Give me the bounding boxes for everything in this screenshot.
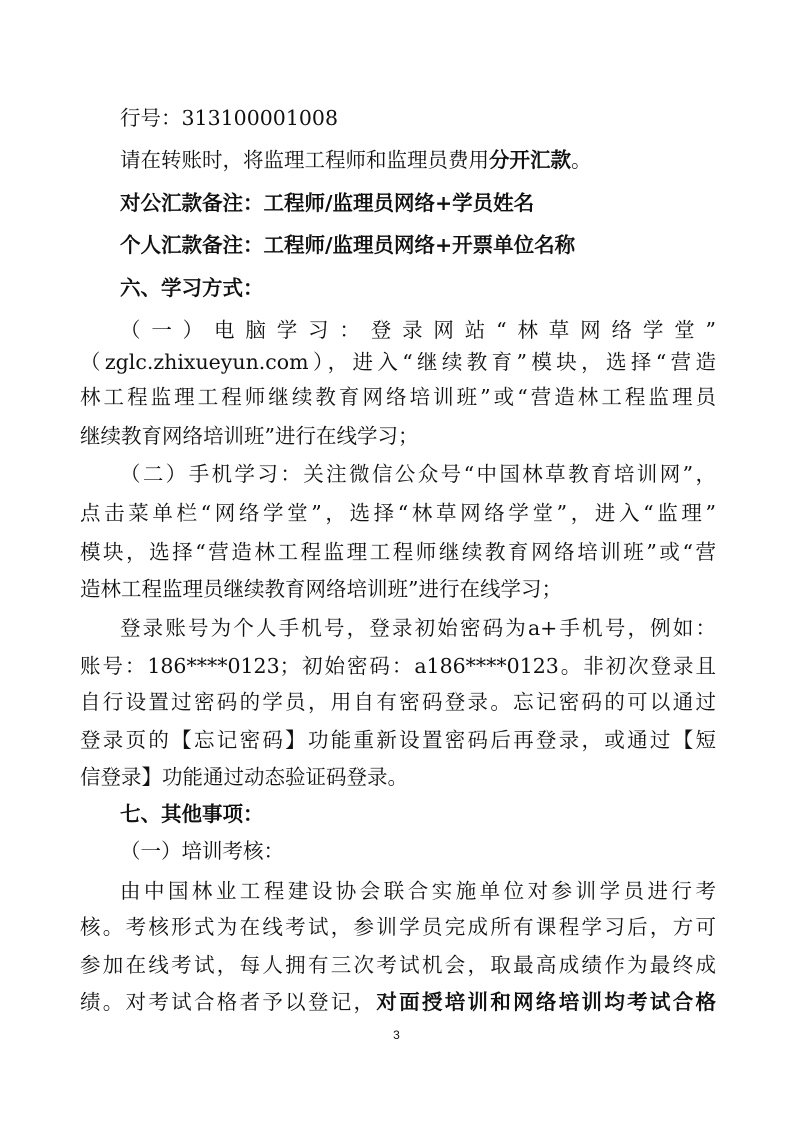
login-line-2: 账号：186****0123；初始密码：a186****0123。非初次登录且 xyxy=(80,654,716,678)
corporate-remark-line: 对公汇款备注：工程师/监理员网络+学员姓名 xyxy=(120,191,535,215)
personal-remark-line: 个人汇款备注：工程师/监理员网络+开票单位名称 xyxy=(120,233,576,257)
exam-line-4-emphasis: 对面授培训和网络培训均考试合格 xyxy=(376,990,717,1014)
login-line-4: 登录页的【忘记密码】功能重新设置密码后再登录，或通过【短 xyxy=(80,728,716,752)
mobile-study-line-3: 模块，选择“营造林工程监理工程师继续教育网络培训班”或“营 xyxy=(80,540,716,564)
pc-study-line-2: （zglc.zhixueyun.com），进入“继续教育”模块，选择“营造 xyxy=(80,350,716,374)
pc-study-line-3: 林工程监理工程师继续教育网络培训班”或“营造林工程监理员 xyxy=(80,385,716,409)
transfer-note-prefix: 请在转账时，将监理工程师和监理员费用 xyxy=(120,148,489,172)
mobile-study-line-1: （二）手机学习：关注微信公众号“中国林草教育培训网”， xyxy=(120,462,716,486)
exam-line-4-prefix: 绩。对考试合格者予以登记， xyxy=(80,990,377,1014)
exam-line-1: 由中国林业工程建设协会联合实施单位对参训学员进行考 xyxy=(120,879,716,903)
transfer-note-suffix: 。 xyxy=(571,148,592,172)
exam-line-2: 核。考核形式为在线考试，参训学员完成所有课程学习后，方可 xyxy=(80,915,716,939)
mobile-study-line-2: 点击菜单栏“网络学堂”，选择“林草网络学堂”，进入“监理” xyxy=(80,501,716,525)
transfer-note-line xyxy=(120,147,716,173)
login-line-5: 信登录】功能通过动态验证码登录。 xyxy=(80,765,408,789)
transfer-note-emphasis: 分开汇款 xyxy=(489,148,571,172)
pc-study-line-4: 继续教育网络培训班”进行在线学习； xyxy=(80,424,419,448)
pc-study-line-1: （一）电脑学习：登录网站“林草网络学堂” xyxy=(120,318,716,342)
training-assessment-heading: （一）培训考核： xyxy=(120,839,284,863)
exam-line-4 xyxy=(80,989,716,1015)
page-number: 3 xyxy=(393,1028,400,1042)
mobile-study-line-4: 造林工程监理员继续教育网络培训班”进行在线学习； xyxy=(80,577,562,601)
login-line-3: 自行设置过密码的学员，用自有密码登录。忘记密码的可以通过 xyxy=(80,690,716,714)
section7-heading: 七、其他事项： xyxy=(120,802,264,826)
section6-heading: 六、学习方式： xyxy=(120,276,264,300)
exam-line-3: 参加在线考试，每人拥有三次考试机会，取最高成绩作为最终成 xyxy=(80,953,716,977)
login-line-1: 登录账号为个人手机号，登录初始密码为a+手机号，例如： xyxy=(120,616,716,640)
bank-number-line: 行号：313100001008 xyxy=(120,106,339,130)
